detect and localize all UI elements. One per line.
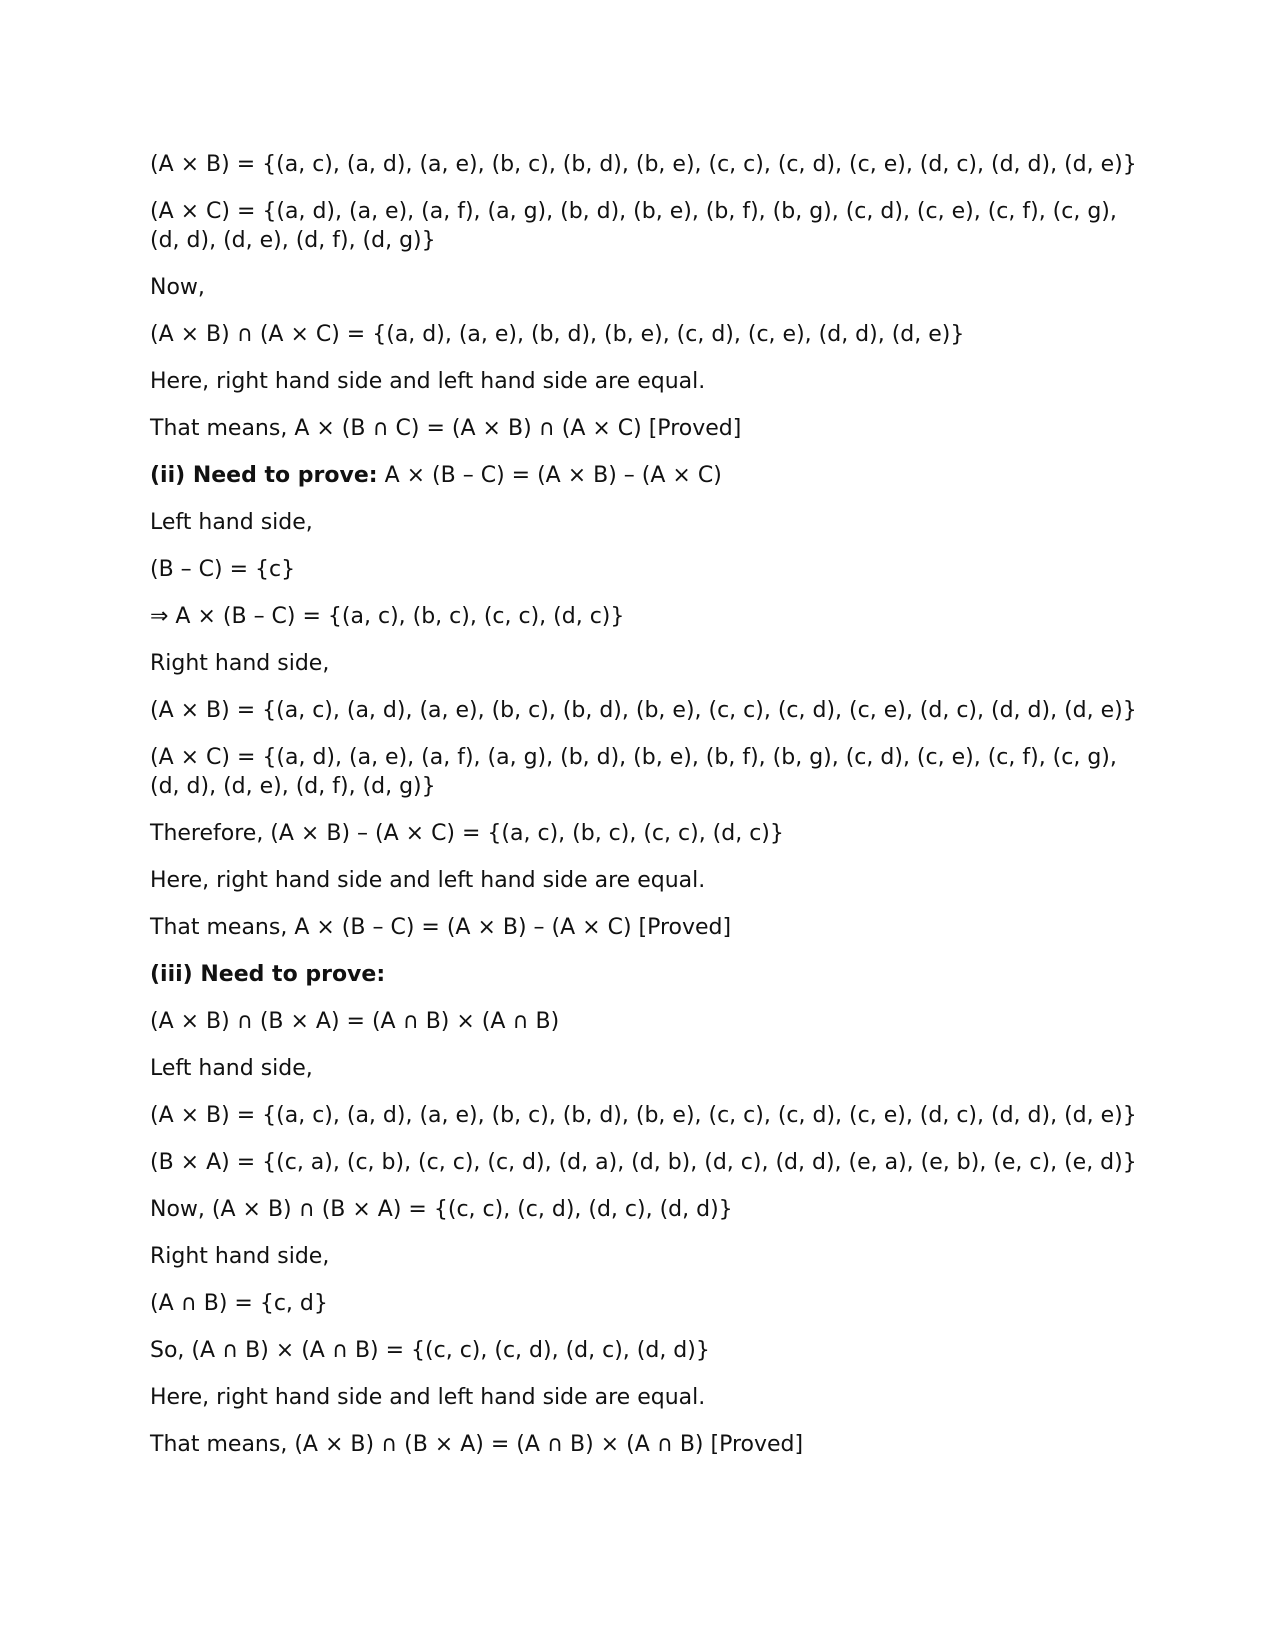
ac-product-set: (A × C) = {(a, d), (a, e), (a, f), (a, g), (b, d), (b, e), (b, f), (b, g), (c, d), (c, e), (c, f), (c, g), (d, d), (d, e), (d, f), (d, g)}	[150, 745, 1124, 799]
heading-label: (ii) Need to prove:	[150, 463, 378, 488]
b-minus-c-set: (B – C) = {c}	[150, 557, 296, 582]
ab-product-set: (A × B) = {(a, c), (a, d), (a, e), (b, c), (b, d), (b, e), (c, c), (c, d), (c, e), (d, c), (d, d), (d, e)}	[150, 1103, 1137, 1128]
ab-product-set: (A × B) = {(a, c), (a, d), (a, e), (b, c), (b, d), (b, e), (c, c), (c, d), (c, e), (d, c), (d, d), (d, e)}	[150, 152, 1137, 177]
intersection-result: (A × B) ∩ (A × C) = {(a, d), (a, e), (b, d), (b, e), (c, d), (c, e), (d, d), (d, e)}	[150, 322, 965, 347]
lhs-result: ⇒ A × (B – C) = {(a, c), (b, c), (c, c), (d, c)}	[150, 604, 625, 629]
rhs-label: Right hand side,	[150, 651, 330, 676]
statement-to-prove: (A × B) ∩ (B × A) = (A ∩ B) × (A ∩ B)	[150, 1009, 560, 1034]
difference-result: Therefore, (A × B) – (A × C) = {(a, c), (b, c), (c, c), (d, c)}	[150, 821, 784, 846]
ab-product-set: (A × B) = {(a, c), (a, d), (a, e), (b, c), (b, d), (b, e), (c, c), (c, d), (c, e), (d, c), (d, d), (d, e)}	[150, 698, 1137, 723]
ac-product-set: (A × C) = {(a, d), (a, e), (a, f), (a, g), (b, d), (b, e), (b, f), (b, g), (c, d), (c, e), (c, f), (c, g), (d, d), (d, e), (d, f), (d, g)}	[150, 199, 1124, 253]
heading-label: (iii) Need to prove:	[150, 962, 386, 987]
now-label: Now,	[150, 275, 205, 300]
equality-statement: Here, right hand side and left hand side are equal.	[150, 369, 706, 394]
equality-statement: Here, right hand side and left hand side are equal.	[150, 1385, 706, 1410]
document-page	[150, 150, 1140, 1477]
rhs-product-result: So, (A ∩ B) × (A ∩ B) = {(c, c), (c, d), (d, c), (d, d)}	[150, 1338, 710, 1363]
lhs-label: Left hand side,	[150, 1056, 313, 1081]
equality-statement: Here, right hand side and left hand side are equal.	[150, 868, 706, 893]
a-intersect-b-set: (A ∩ B) = {c, d}	[150, 1291, 328, 1316]
lhs-label: Left hand side,	[150, 510, 313, 535]
lhs-intersection-result: Now, (A × B) ∩ (B × A) = {(c, c), (c, d), (d, c), (d, d)}	[150, 1197, 733, 1222]
ba-product-set: (B × A) = {(c, a), (c, b), (c, c), (c, d), (d, a), (d, b), (d, c), (d, d), (e, a), (e, b), (e, c), (e, d)}	[150, 1150, 1137, 1175]
section-heading-ii: (ii) Need to prove: A × (B – C) = (A × B) – (A × C)	[150, 463, 722, 488]
section-heading-iii	[150, 960, 1140, 989]
rhs-label: Right hand side,	[150, 1244, 330, 1269]
proof-conclusion-i: That means, A × (B ∩ C) = (A × B) ∩ (A × C) [Proved]	[150, 416, 742, 441]
proof-conclusion-iii: That means, (A × B) ∩ (B × A) = (A ∩ B) × (A ∩ B) [Proved]	[150, 1432, 804, 1457]
proof-conclusion-ii: That means, A × (B – C) = (A × B) – (A × C) [Proved]	[150, 915, 732, 940]
